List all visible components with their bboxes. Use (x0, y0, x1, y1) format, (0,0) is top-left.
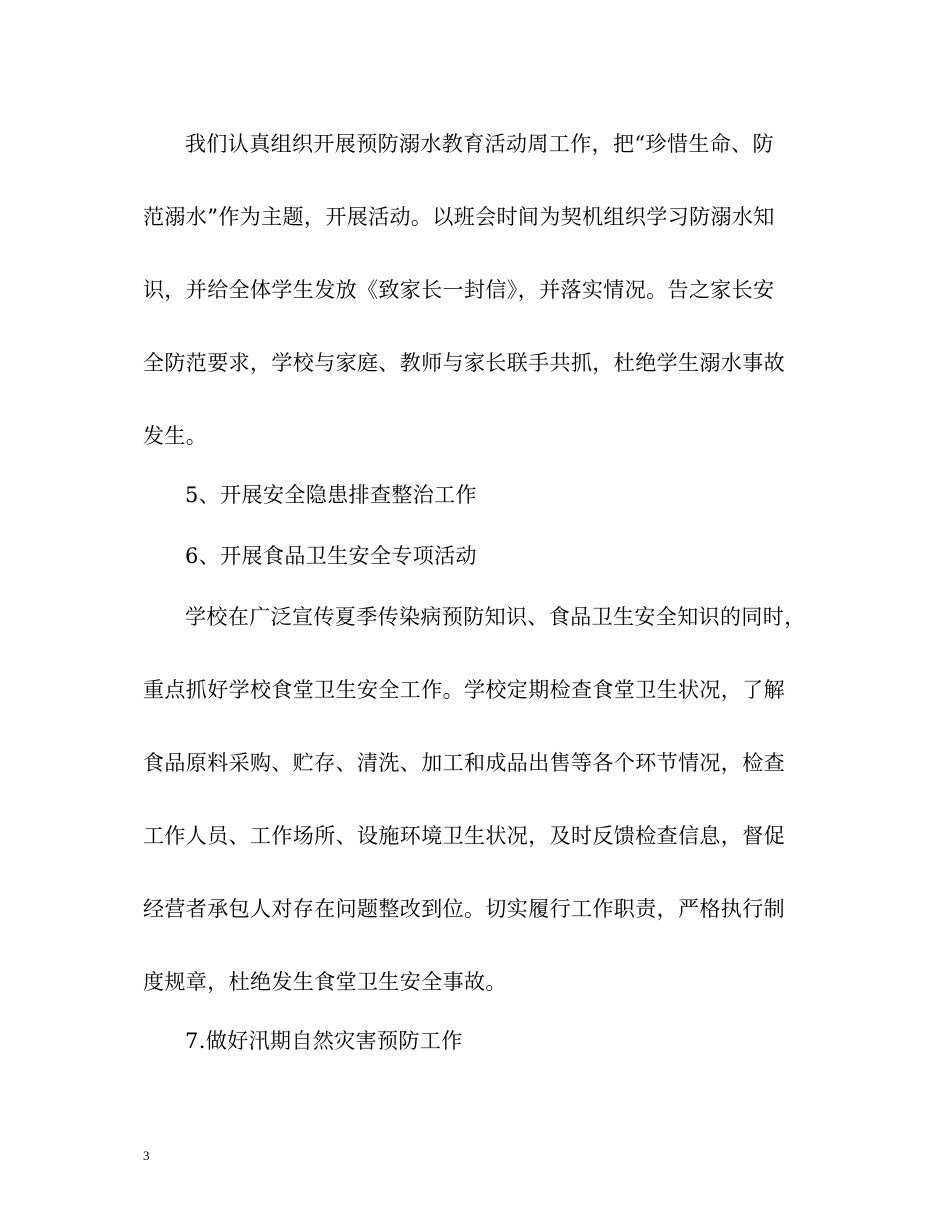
paragraph-line: 全防范要求，学校与家庭、教师与家长联手共抓，杜绝学生溺水事故 (143, 351, 785, 375)
paragraph-line: 重点抓好学校食堂卫生安全工作。学校定期检查食堂卫生状况，了解 (143, 678, 785, 702)
paragraph-line: 识，并给全体学生发放《致家长一封信》，并落实情况。告之家长安 (143, 278, 775, 302)
section-heading: 5、开展安全隐患排查整治工作 (185, 483, 477, 507)
paragraph-line: 我们认真组织开展预防溺水教育活动周工作，把“珍惜生命、防 (185, 132, 774, 156)
section-heading: 7.做好汛期自然灾害预防工作 (185, 1029, 463, 1053)
paragraph-line: 学校在广泛宣传夏季传染病预防知识、食品卫生安全知识的同时， (185, 605, 806, 629)
paragraph-line: 食品原料采购、贮存、清洗、加工和成品出售等各个环节情况，检查 (143, 751, 785, 775)
paragraph-line: 经营者承包人对存在问题整改到位。切实履行工作职责，严格执行制 (143, 897, 785, 921)
paragraph-line: 工作人员、工作场所、设施环境卫生状况，及时反馈检查信息，督促 (143, 824, 785, 848)
paragraph-line: 度规章，杜绝发生食堂卫生安全事故。 (143, 970, 507, 994)
paragraph-line: 发生。 (143, 424, 208, 448)
section-heading: 6、开展食品卫生安全专项活动 (185, 544, 477, 568)
page-number: 3 (143, 1148, 150, 1163)
paragraph-line: 范溺水”作为主题，开展活动。以班会时间为契机组织学习防溺水知 (143, 205, 775, 229)
